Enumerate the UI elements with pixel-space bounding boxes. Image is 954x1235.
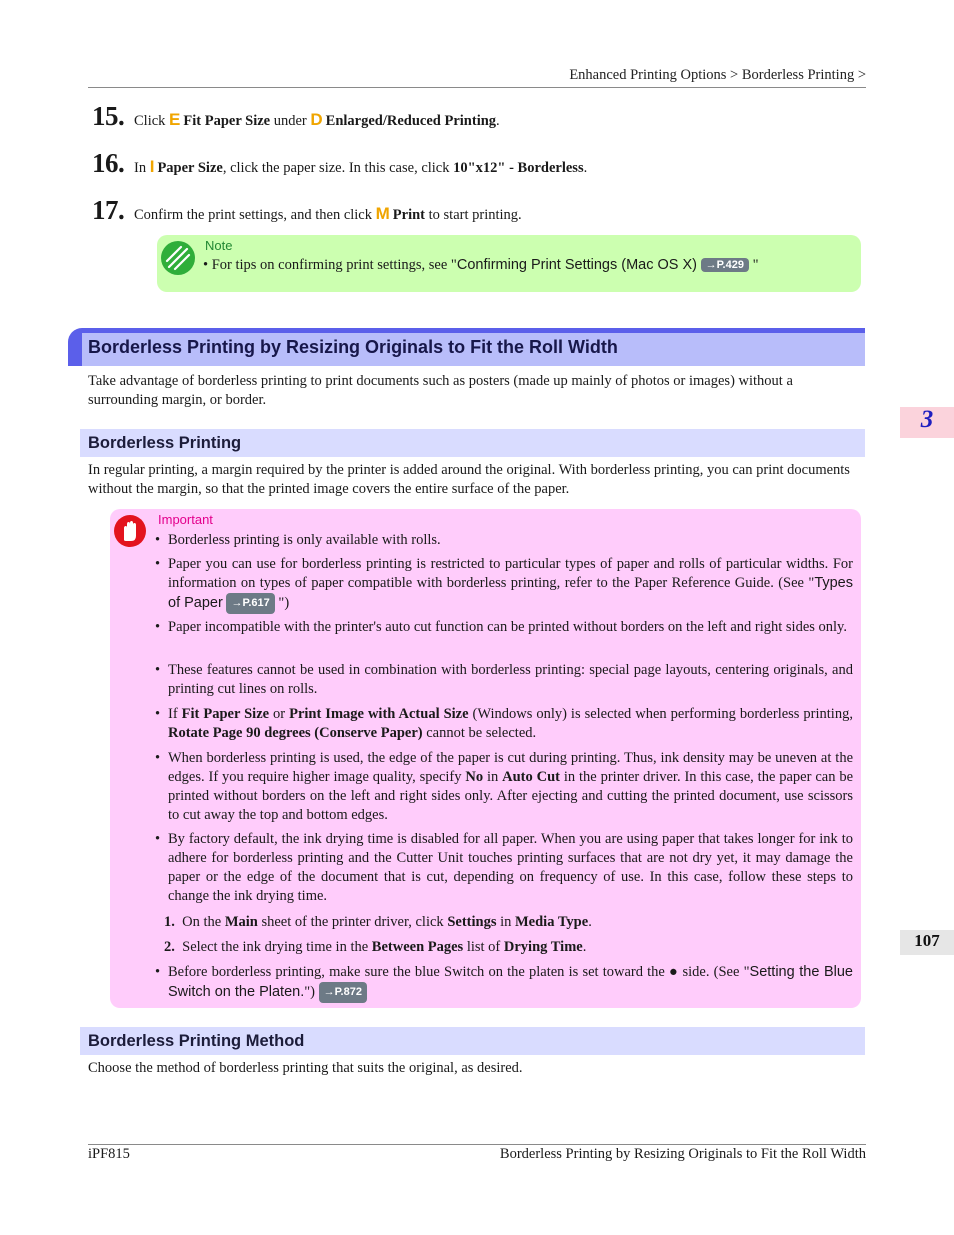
subsection-title: Borderless Printing Method <box>88 1032 305 1050</box>
important-title: Important <box>158 512 213 527</box>
list-item: • By factory default, the ink drying time is disabled for all paper. When you are using paper that takes longer for ink to adhere for borderless printing and the Cutter Unit touches printing surfaces that are not dry yet, it may damage the paper or the edge of the document that is cut, depending on frequency of use. In this case, follow these steps to change the ink drying time. <box>155 831 853 904</box>
callout-letter-d: D <box>310 110 323 129</box>
section-intro: Take advantage of borderless printing to print documents such as posters (made up mainly of photos or images) without a surrounding margin, or border. <box>88 373 793 408</box>
note-title: Note <box>205 238 233 253</box>
numbered-item: 2. Select the ink drying time in the Between Pages list of Drying Time. <box>164 939 587 955</box>
subsection-text: In regular printing, a margin required by the printer is added around the original. With borderless printing, you can print documents without the margin, so that the printed image covers the entire surface of the paper. <box>88 462 850 497</box>
list-item: • If Fit Paper Size or Print Image with Actual Size (Windows only) is selected when performing borderless printing, Rotate Page 90 degrees (Conserve Paper) cannot be selected. <box>155 706 853 741</box>
footer-model: iPF815 <box>88 1146 130 1162</box>
page-ref-badge[interactable]: →P.429 <box>701 258 749 272</box>
callout-letter-e: E <box>169 110 181 129</box>
step-number: 15. <box>92 101 125 131</box>
list-item: • Borderless printing is only available with rolls. <box>155 532 441 548</box>
types-of-paper-link[interactable]: Types of Paper <box>168 575 853 611</box>
stop-hand-icon <box>114 515 146 547</box>
breadcrumb: Enhanced Printing Options > Borderless Printing > <box>569 67 866 83</box>
section-title: Borderless Printing by Resizing Originals to Fit the Roll Width <box>88 337 618 357</box>
list-item: • Before borderless printing, make sure the blue Switch on the platen is set toward the ● side. (See "Setting the Blue Switch on the Platen.") →P.872 <box>155 963 853 1003</box>
pencil-icon <box>161 241 195 275</box>
step-17 <box>92 195 522 226</box>
step-number: 16. <box>92 148 125 178</box>
subsection-text: Choose the method of borderless printing that suits the original, as desired. <box>88 1060 523 1076</box>
note-box <box>157 235 861 292</box>
header-rule <box>88 87 866 88</box>
footer-title: Borderless Printing by Resizing Originals to Fit the Roll Width <box>499 1146 866 1162</box>
list-item: • These features cannot be used in combination with borderless printing: special page layouts, centering originals, and printing cut lines on rolls. <box>155 662 853 697</box>
step-text: Click E Fit Paper Size under D Enlarged/Reduced Printing. <box>134 110 500 129</box>
step-15 <box>92 101 500 132</box>
step-number: 17. <box>92 195 125 225</box>
list-item: • When borderless printing is used, the edge of the paper is cut during printing. Thus, ink density may be uneven at the edges. If you require higher image quality, specify No in Auto Cut in the printer driver. In this case, the paper can be printed without borders on the left and right sides only. After ejecting and cutting the printed document, use scissors to cut away the top and bottom edges. <box>155 750 854 823</box>
page-number: 107 <box>914 931 940 950</box>
footer-rule <box>88 1144 866 1145</box>
numbered-item: 1. On the Main sheet of the printer driver, click Settings in Media Type. <box>164 914 592 930</box>
chapter-number[interactable]: 3 <box>920 406 934 433</box>
list-item: • Paper you can use for borderless printing is restricted to particular types of paper and rolls of particular widths. For information on types of paper compatible with borderless printing, refer to the Paper Reference Guide. (See "Types of Paper →P.617 ") <box>155 555 853 614</box>
important-box <box>110 509 861 1008</box>
step-text: In I Paper Size, click the paper size. In this case, click 10"x12" - Borderless. <box>134 157 588 176</box>
callout-letter-m: M <box>375 204 390 223</box>
subsection-title: Borderless Printing <box>88 434 242 452</box>
callout-letter-i: I <box>149 157 155 176</box>
step-16 <box>92 148 587 179</box>
blue-switch-link[interactable]: Setting the Blue Switch on the Platen. <box>168 964 853 1000</box>
page-ref-badge[interactable]: →P.872 <box>319 982 367 1003</box>
step-text: Confirm the print settings, and then click M Print to start printing. <box>134 204 522 223</box>
note-link[interactable]: Confirming Print Settings (Mac OS X) <box>456 257 697 273</box>
list-item: • Paper incompatible with the printer's auto cut function can be printed without borders on the left and right sides only. <box>155 619 847 635</box>
page-ref-badge[interactable]: →P.617 <box>226 593 274 614</box>
note-text: • For tips on confirming print settings, see "Confirming Print Settings (Mac OS X) →P.429 " <box>203 257 759 273</box>
